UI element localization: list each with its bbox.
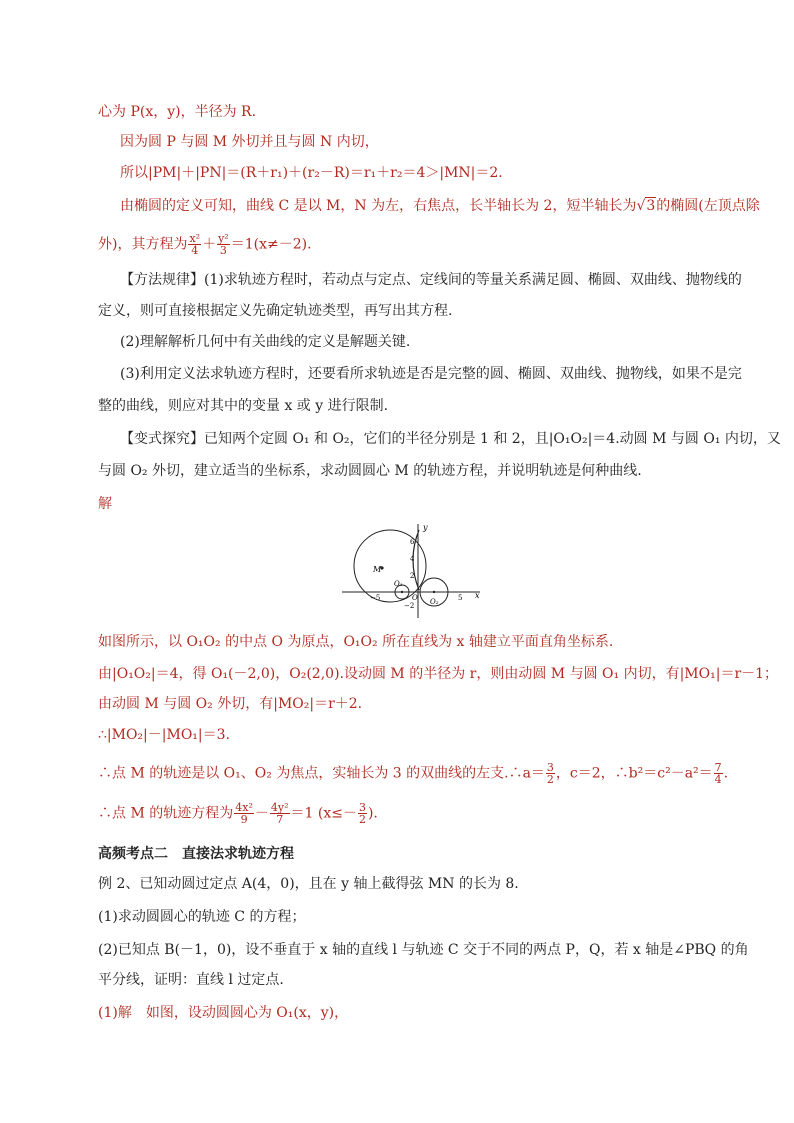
text-segment: ，c＝2，∴b²＝c²－a²＝	[555, 765, 713, 782]
denominator: 4	[714, 773, 722, 786]
text-line: 整的曲线，则应对其中的变量 x 或 y 进行限制.	[98, 398, 389, 414]
point-o2	[433, 591, 435, 593]
tick-label: −2	[404, 602, 415, 610]
denominator: 9	[240, 813, 248, 826]
numerator: y²	[218, 232, 229, 245]
text-segment: 由椭圆的定义可知，曲线 C 是以 M，N 为左，右焦点，长半轴长为 2，短半轴长为	[120, 198, 637, 214]
origin-label: O	[412, 594, 418, 602]
label-o1: O₁	[394, 580, 403, 588]
fraction	[714, 762, 723, 785]
label-o2: O₂	[430, 598, 439, 606]
section-heading: 高频考点二 直接法求轨迹方程	[98, 846, 294, 862]
text-line: ∴点 M 的轨迹方程为 $\frac{\text{4x²}}{9}$ － $\frac{\text{4y²}}{7}$ ＝1 (x≤－ $\frac{3}{2}$ ).	[98, 801, 378, 826]
text-line: 如图所示，以 O₁O₂ 的中点 O 为原点，O₁O₂ 所在直线为 x 轴建立平面直角坐标系.	[98, 634, 614, 650]
text-line: (2)理解解析几何中有关曲线的定义是解题关键.	[120, 334, 411, 350]
fraction	[270, 802, 290, 825]
text-line: (1)解 如图，设动圆圆心为 O₁(x，y)，	[98, 1005, 349, 1021]
text-line: (3)利用定义法求轨迹方程时，还要看所求轨迹是否是完整的圆、椭圆、双曲线、抛物线，如果不是完	[120, 366, 742, 382]
text-line: 由动圆 M 与圆 O₂ 外切，有|MO₂|＝r＋2.	[98, 696, 363, 712]
text-line: 例 2、已知动圆过定点 A(4，0)，且在 y 轴上截得弦 MN 的长为 8.	[98, 876, 519, 892]
tick-label: 6	[410, 538, 415, 546]
denominator: 3	[219, 244, 227, 257]
fraction	[217, 233, 230, 256]
text-segment: ∴点 M 的轨迹是以 O₁、O₂ 为焦点，实轴长为 3 的双曲线的左支.∴a＝	[98, 765, 545, 782]
sqrt-symbol: √	[636, 198, 646, 214]
text-line: 与圆 O₂ 外切，建立适当的坐标系，求动圆圆心 M 的轨迹方程，并说明轨迹是何种曲线.	[98, 463, 642, 479]
numerator: 4x²	[235, 801, 253, 814]
text-segment: 外)，其方程为	[98, 236, 188, 253]
tick-label: 2	[410, 572, 415, 580]
fraction	[546, 762, 555, 785]
numerator: 3	[546, 761, 554, 774]
text-line: 【方法规律】(1)求轨迹方程时，若动点与定点、定线间的等量关系满足圆、椭圆、双曲线、抛物线的	[120, 272, 742, 288]
denominator: 2	[546, 773, 554, 786]
text-line	[98, 762, 728, 785]
text-line: 平分线，证明：直线 l 过定点.	[98, 972, 284, 988]
x-axis-label: x	[475, 591, 480, 600]
text-segment: ＝1 (x≤－	[290, 805, 357, 822]
text-segment: .	[723, 765, 729, 782]
fraction	[188, 233, 201, 256]
text-line: (1)求动圆圆心的轨迹 C 的方程；	[98, 909, 306, 925]
text-line: 心为 P(x，y)，半径为 R.	[98, 104, 257, 120]
numerator: x²	[189, 232, 201, 245]
text-line: 解	[98, 496, 112, 512]
text-line: 所以|PM|＋|PN|＝(R＋r₁)＋(r₂－R)＝r₁＋r₂＝4＞|MN|＝2.	[120, 165, 503, 181]
text-segment: 的椭圆(左顶点除	[656, 198, 760, 214]
numerator: 4y²	[270, 801, 289, 814]
text-line	[120, 196, 760, 216]
text-segment: ＝1(x≠－2).	[230, 236, 312, 253]
text-line: 【变式探究】已知两个定圆 O₁ 和 O₂，它们的半径分别是 1 和 2，且|O₁O₂|＝4.动圆 M 与圆 O₁ 内切，又	[120, 431, 781, 447]
y-axis-label: y	[423, 523, 428, 532]
text-line: 由|O₁O₂|＝4，得 O₁(－2,0)，O₂(2,0).设动圆 M 的半径为 r，则由动圆 M 与圆 O₁ 内切，有|MO₁|＝r－1；	[98, 666, 779, 682]
tick-label: 4	[410, 555, 415, 563]
numerator: 7	[714, 761, 722, 774]
text-line: ∴|MO₂|－|MO₁|＝3.	[98, 727, 230, 743]
fraction	[358, 802, 367, 825]
denominator: 7	[276, 813, 284, 826]
text-line: 定义，则可直接根据定义先确定轨迹类型，再写出其方程.	[98, 303, 453, 319]
tick-label: −5	[370, 594, 381, 602]
text-line: 外)，其方程为 $\frac{\text{x²}}{4}$ ＋ $\frac{\text{y²}}{3}$ ＝1(x≠－2).	[98, 232, 312, 257]
label-m: M	[373, 565, 382, 574]
tick-label: 5	[458, 594, 463, 602]
fraction	[234, 802, 254, 825]
numerator: 3	[358, 801, 366, 814]
text-segment: ).	[367, 805, 378, 822]
text-line: (2)已知点 B(－1，0)，设不垂直于 x 轴的直线 l 与轨迹 C 交于不同的两点 P，Q，若 x 轴是∠PBQ 的角	[98, 942, 749, 958]
denominator: 4	[191, 244, 199, 257]
figure-diagram	[340, 520, 490, 620]
point-o1	[401, 591, 403, 593]
denominator: 2	[358, 813, 366, 826]
text-line: 因为圆 P 与圆 M 外切并且与圆 N 内切，	[120, 134, 379, 150]
text-segment: ∴点 M 的轨迹方程为	[98, 805, 234, 822]
sqrt-value: 3	[646, 198, 656, 214]
